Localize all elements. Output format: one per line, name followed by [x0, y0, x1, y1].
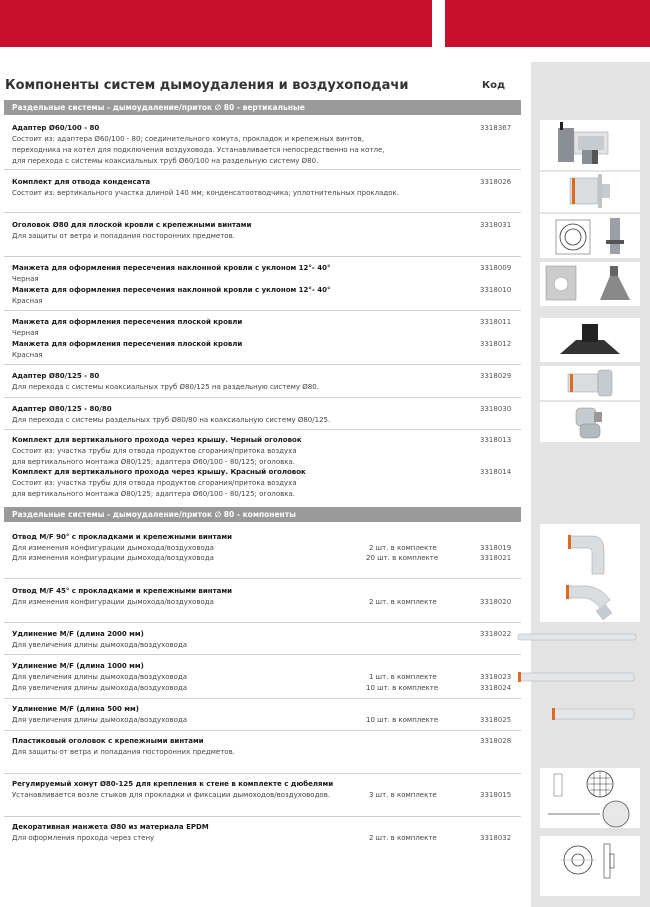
item-desc: Для перехода с системы коаксиальных труб Ø80/125 на раздельную систему Ø80. — [12, 383, 319, 391]
component-desc: Для увеличения длины дымохода/воздуховода — [12, 684, 188, 692]
component-name: Удлинение M/F (длина 500 мм) — [12, 705, 139, 713]
component-desc: Устанавливается возле стыков для прокладки и фиксации дымоходов/воздуховодов. — [12, 791, 331, 799]
item-desc: Черная — [12, 275, 39, 283]
component-code: 3318015 — [480, 791, 512, 799]
divider — [4, 212, 521, 213]
adapter-80-125-80-80-image — [540, 402, 640, 442]
divider — [4, 578, 521, 579]
component-name: Регулируемый хомут Ø80-125 для крепления к стене в комплекте с дюбелями — [12, 780, 334, 788]
item-code: 3318031 — [480, 221, 512, 229]
item-desc: Красная — [12, 351, 43, 359]
component-desc: Для защиты от ветра и попадания посторонних предметов. — [12, 748, 235, 756]
component-code: 3318032 — [480, 834, 512, 842]
component-qty: 2 шт. в комплекте — [369, 598, 437, 606]
item-desc: Состоит из: участка трубы для отвода продуктов сгорания/притока воздуха — [12, 479, 297, 487]
component-name: Декоративная манжета Ø80 из материала EPDM — [12, 823, 209, 831]
component-desc: Для увеличения длины дымохода/воздуховода — [12, 673, 188, 681]
component-desc: Для изменения конфигурации дымохода/воздуховода — [12, 554, 214, 562]
component-desc: Для увеличения длины дымохода/воздуховода — [12, 716, 188, 724]
extension-1000-image — [516, 668, 638, 686]
item-code: 3318026 — [480, 178, 512, 186]
divider — [4, 364, 521, 365]
component-qty: 20 шт. в комплекте — [366, 554, 439, 562]
item-code: 3318029 — [480, 372, 512, 380]
item-desc: переходника на котел для подключения воздуховода. Устанавливается непосредственно на котле, — [12, 146, 385, 154]
item-desc: Для перехода с системы раздельных труб Ø80/80 на коаксиальную систему Ø80/125. — [12, 416, 331, 424]
header-banner-left — [0, 0, 432, 47]
item-desc: Черная — [12, 329, 39, 337]
component-code: 3318020 — [480, 598, 512, 606]
component-qty: 10 шт. в комплекте — [366, 684, 439, 692]
divider — [4, 169, 521, 170]
item-name: Комплект для вертикального прохода через крышу. Черный оголовок — [12, 436, 302, 444]
divider — [4, 622, 521, 623]
component-code: 3318022 — [480, 630, 512, 638]
component-code: 3318025 — [480, 716, 512, 724]
divider — [4, 310, 521, 311]
item-name: Адаптер Ø80/125 - 80 — [12, 372, 100, 380]
item-desc: Состоит из: вертикального участка длиной 140 мм; конденсатоотводчика; уплотнительных прокладок. — [12, 189, 399, 197]
code-column-header: Код — [482, 80, 506, 91]
wall-collar-image — [540, 836, 640, 896]
flat-roof-terminal-image — [540, 214, 640, 258]
extension-2000-image — [516, 630, 638, 644]
page-title: Компоненты систем дымоудаления и воздухоподачи — [5, 78, 409, 93]
item-name: Манжета для оформления пересечения плоской кровли — [12, 340, 243, 348]
item-name: Адаптер Ø80/125 - 80/80 — [12, 405, 112, 413]
component-name: Отвод M/F 45° с прокладками и крепежными винтами — [12, 587, 233, 595]
component-code: 3318024 — [480, 684, 512, 692]
component-desc: Для изменения конфигурации дымохода/воздуховода — [12, 598, 214, 606]
item-name: Манжета для оформления пересечения наклонной кровли с уклоном 12°- 40° — [12, 286, 331, 294]
component-qty: 2 шт. в комплекте — [369, 544, 437, 552]
component-qty: 2 шт. в комплекте — [369, 834, 437, 842]
item-code: 3318011 — [480, 318, 512, 326]
component-code: 3318021 — [480, 554, 512, 562]
condensate-kit-image — [540, 172, 640, 212]
item-code: 3318014 — [480, 468, 512, 476]
item-desc: для вертикального монтажа Ø80/125; адаптера Ø60/100 - 80/125; оголовка. — [12, 490, 295, 498]
divider — [4, 429, 521, 430]
component-desc: Для изменения конфигурации дымохода/воздуховода — [12, 544, 214, 552]
item-name: Комплект для вертикального прохода через крышу. Красный оголовок — [12, 468, 306, 476]
component-qty: 1 шт. в комплекте — [369, 673, 437, 681]
elbow-45-image — [540, 578, 640, 622]
divider — [4, 698, 521, 699]
component-name: Удлинение M/F (длина 2000 мм) — [12, 630, 144, 638]
item-name: Оголовок Ø80 для плоской кровли с крепежными винтами — [12, 221, 252, 229]
item-desc: для вертикального монтажа Ø80/125; адаптера Ø60/100 - 80/125; оголовка. — [12, 458, 295, 466]
item-desc: Состоит из: адаптера Ø60/100 - 80; соединительного хомута, прокладок и крепежных винтов, — [12, 135, 364, 143]
component-name: Удлинение M/F (длина 1000 мм) — [12, 662, 144, 670]
component-code: 3318019 — [480, 544, 512, 552]
component-name: Отвод M/F 90° с прокладками и крепежными винтами — [12, 533, 233, 541]
item-code: 3318367 — [480, 124, 512, 132]
header-banner-right — [445, 0, 650, 47]
divider — [4, 816, 521, 817]
component-qty: 10 шт. в комплекте — [366, 716, 439, 724]
component-desc: Для увеличения длины дымохода/воздуховода — [12, 641, 188, 649]
flat-roof-collar-image — [540, 318, 640, 362]
adapter-80-125-image — [540, 366, 640, 400]
item-desc: для перехода с системы коаксиальных труб Ø60/100 на раздельную систему Ø80. — [12, 157, 319, 165]
section-header-vertical: Раздельные системы - дымоудаление/приток ∅ 80 - вертикальные — [4, 100, 521, 115]
elbow-90-image — [540, 524, 640, 578]
extension-500-image — [546, 704, 640, 724]
item-code: 3318012 — [480, 340, 512, 348]
component-name: Пластиковый оголовок с крепежными винтами — [12, 737, 204, 745]
component-code: 3318023 — [480, 673, 512, 681]
item-desc: Для защиты от ветра и попадания посторонних предметов. — [12, 232, 235, 240]
item-code: 3318009 — [480, 264, 512, 272]
item-desc: Красная — [12, 297, 43, 305]
wall-bracket-image — [540, 768, 640, 828]
item-name: Комплект для отвода конденсата — [12, 178, 151, 186]
item-code: 3318010 — [480, 286, 512, 294]
divider — [4, 773, 521, 774]
section-header-components: Раздельные системы - дымоудаление/приток ∅ 80 - компоненты — [4, 507, 521, 522]
divider — [4, 654, 521, 655]
item-name: Адаптер Ø60/100 - 80 — [12, 124, 100, 132]
item-code: 3318030 — [480, 405, 512, 413]
component-qty: 3 шт. в комплекте — [369, 791, 437, 799]
component-code: 3318028 — [480, 737, 512, 745]
item-name: Манжета для оформления пересечения плоской кровли — [12, 318, 243, 326]
divider — [4, 730, 521, 731]
divider — [4, 256, 521, 257]
pitched-roof-collar-image — [540, 262, 640, 306]
item-desc: Состоит из: участка трубы для отвода продуктов сгорания/притока воздуха — [12, 447, 297, 455]
item-name: Манжета для оформления пересечения наклонной кровли с уклоном 12°- 40° — [12, 264, 331, 272]
adapter-60-100-image — [540, 120, 640, 170]
item-code: 3318013 — [480, 436, 512, 444]
divider — [4, 397, 521, 398]
component-desc: Для оформления прохода через стену — [12, 834, 155, 842]
